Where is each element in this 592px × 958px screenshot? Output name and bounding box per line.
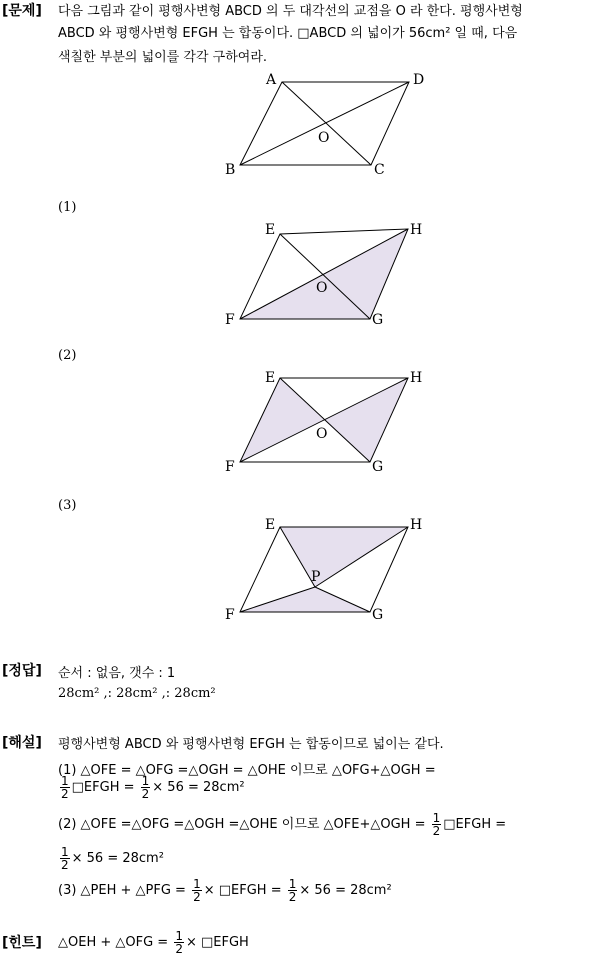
figure-abcd xyxy=(220,70,430,182)
fraction-half: $\frac{1}{2}$ xyxy=(288,877,297,904)
fraction-half: $\frac{1}{2}$ xyxy=(141,774,150,801)
label-p: P xyxy=(311,569,321,585)
explanation-tag: [해설] xyxy=(2,735,42,751)
label-g: G xyxy=(372,607,384,623)
shaded-region-ogh xyxy=(324,378,408,462)
answer-line-2: 28cm² ,: 28cm² ,: 28cm² xyxy=(58,686,216,701)
label-g: G xyxy=(372,459,384,475)
diagonal-ac xyxy=(282,82,371,165)
diagonal-bd xyxy=(240,82,409,165)
problem-line-2: ABCD 와 평행사변형 EFGH 는 합동이다. □ABCD 의 넓이가 56cm² 일 때, 다음 xyxy=(58,26,518,41)
label-g: G xyxy=(372,312,384,328)
explanation-1a: (1) △OFE = △OFG =△OGH = △OHE 이므로 △OFG+△OGH = xyxy=(58,763,436,778)
label-e: E xyxy=(265,370,276,386)
label-o: O xyxy=(318,130,330,146)
label-e: E xyxy=(265,222,276,238)
answer-line-1: 순서 : 없음, 갯수 : 1 xyxy=(58,666,176,681)
label-h: H xyxy=(410,222,423,238)
label-c: C xyxy=(374,162,385,178)
shaded-region-ofe xyxy=(240,378,324,462)
label-a: A xyxy=(266,72,277,88)
subproblem-2-label: (2) xyxy=(58,348,77,363)
answer-tag: [정답] xyxy=(2,663,42,679)
figure-3 xyxy=(220,515,430,627)
problem-tag: [문제] xyxy=(2,3,42,19)
figure-1 xyxy=(220,220,430,332)
label-f: F xyxy=(225,607,235,623)
explanation-2b: $\frac{1}{2}$ × 56 = 28cm² xyxy=(61,845,164,872)
fraction-half: $\frac{1}{2}$ xyxy=(61,845,69,872)
label-e: E xyxy=(265,517,276,533)
fraction-half: $\frac{1}{2}$ xyxy=(175,929,183,956)
fraction-half: $\frac{1}{2}$ xyxy=(193,877,201,904)
hint-tag: [힌트] xyxy=(2,935,42,951)
label-o: O xyxy=(316,426,328,442)
subproblem-1-label: (1) xyxy=(58,200,77,215)
fraction-half: $\frac{1}{2}$ xyxy=(61,774,69,801)
label-b: B xyxy=(225,162,236,178)
problem-line-3: 색칠한 부분의 넓이를 각각 구하여라. xyxy=(58,50,268,65)
label-f: F xyxy=(225,312,235,328)
label-d: D xyxy=(413,72,425,88)
label-h: H xyxy=(410,517,423,533)
label-f: F xyxy=(225,459,235,475)
explanation-3: (3) △PEH + △PFG = $\frac{1}{2}$ × □EFGH = $\frac{1}{2}$ × 56 = 28cm² xyxy=(58,877,392,904)
explanation-1b: $\frac{1}{2}$ □EFGH = $\frac{1}{2}$ × 56 = 28cm² xyxy=(61,774,245,801)
explanation-2a: (2) △OFE =△OFG =△OGH =△OHE 이므로 △OFE+△OGH = $\frac{1}{2}$ □EFGH = xyxy=(58,811,507,838)
label-h: H xyxy=(410,370,423,386)
subproblem-3-label: (3) xyxy=(58,498,77,513)
problem-line-1: 다음 그림과 같이 평행사변형 ABCD 의 두 대각선의 교점을 O 라 한다. 평행사변형 xyxy=(58,4,523,19)
figure-2 xyxy=(220,368,430,480)
explanation-intro: 평행사변형 ABCD 와 평행사변형 EFGH 는 합동이므로 넓이는 같다. xyxy=(58,737,444,752)
label-o: O xyxy=(316,280,328,296)
fraction-half: $\frac{1}{2}$ xyxy=(432,811,441,838)
shaded-region-peh xyxy=(280,527,408,587)
hint-line: △OEH + △OFG = $\frac{1}{2}$ × □EFGH xyxy=(58,929,249,956)
